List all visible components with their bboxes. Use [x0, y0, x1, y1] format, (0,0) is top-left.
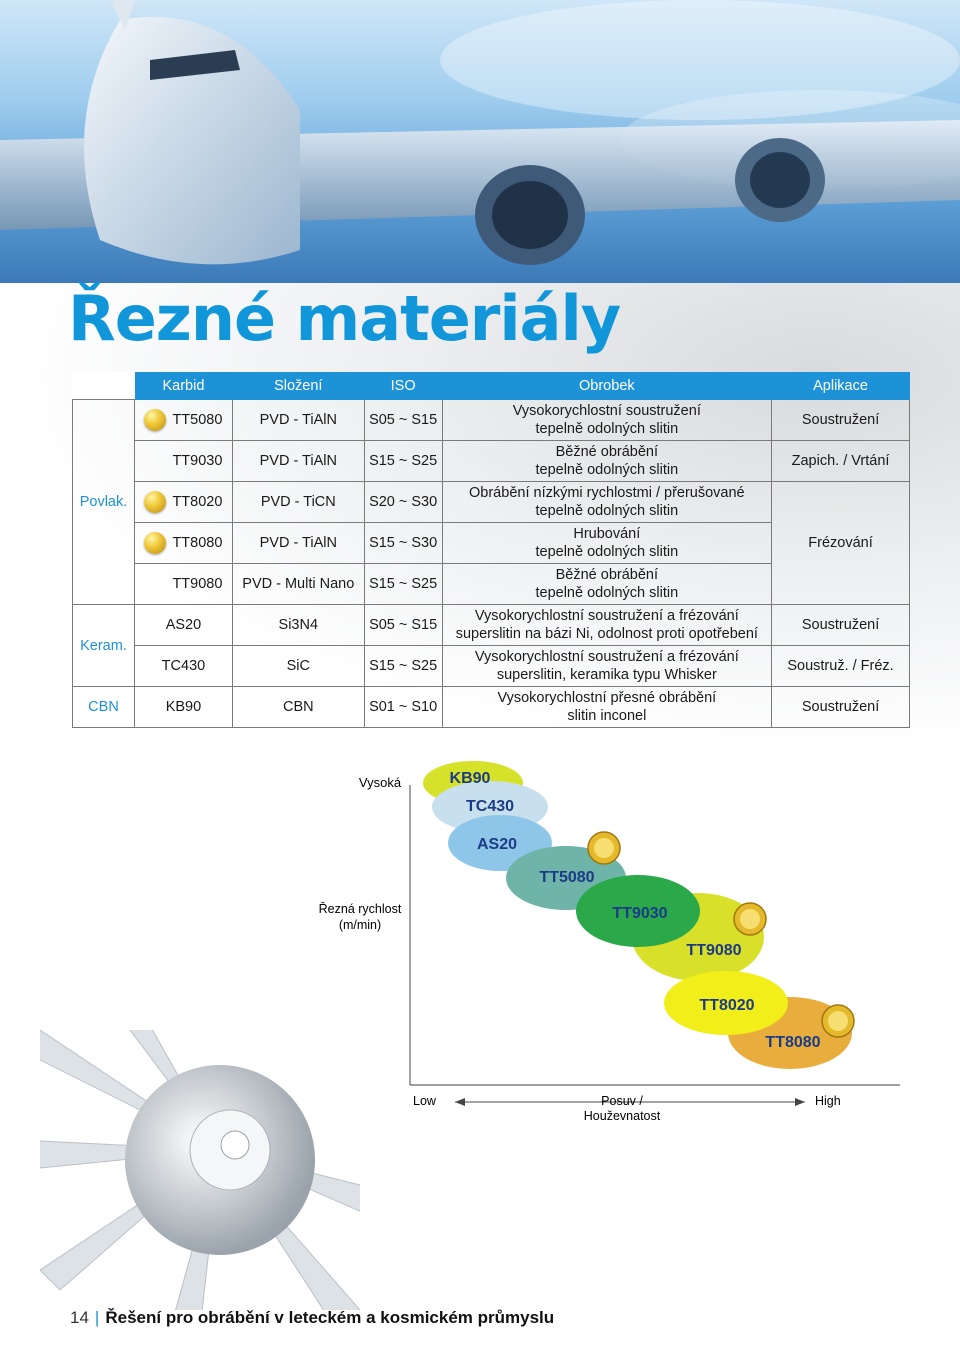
label-tt9030: TT9030 — [612, 905, 668, 922]
table-row — [73, 687, 910, 728]
application-cell: Soustružení — [772, 605, 910, 646]
x-label-mid-1: Posuv / — [601, 1094, 643, 1108]
grade-positioning-chart — [0, 745, 960, 1145]
workpiece-line-1: Vysokorychlostní soustružení — [512, 403, 701, 419]
grade-cell: KB90 — [134, 687, 232, 728]
group-povlak: Povlak. — [73, 400, 135, 605]
workpiece-line-2: superslitin, keramika typu Whisker — [496, 667, 717, 683]
workpiece-line-2: superslitin na bázi Ni, odolnost proti opotřebení — [455, 626, 758, 642]
composition-cell: PVD - TiCN — [232, 482, 364, 523]
label-tc430: TC430 — [465, 798, 515, 815]
grade-cell: AS20 — [134, 605, 232, 646]
workpiece-cell — [442, 523, 772, 564]
grade-cell — [134, 441, 232, 482]
grade-icon-placeholder — [144, 573, 166, 595]
grade-label: TT5080 — [172, 411, 223, 428]
composition-cell: PVD - Multi Nano — [232, 564, 364, 605]
table-header-row — [73, 373, 910, 400]
header-aplikace: Aplikace — [772, 373, 910, 400]
application-cell: Soustruž. / Fréz. — [772, 646, 910, 687]
iso-cell: S15 ~ S25 — [364, 441, 442, 482]
workpiece-line-1: Vysokorychlostní přesné obrábění — [497, 690, 717, 706]
y-label-line-2: (m/min) — [338, 918, 382, 932]
table-row — [73, 482, 910, 523]
premium-grade-icon — [144, 532, 166, 554]
y-label-top: Vysoká — [358, 775, 402, 790]
table-row — [73, 441, 910, 482]
application-cell: Soustružení — [772, 687, 910, 728]
workpiece-line-2: tepelně odolných slitin — [535, 544, 679, 560]
iso-cell: S20 ~ S30 — [364, 482, 442, 523]
composition-cell: SiC — [232, 646, 364, 687]
workpiece-line-2: slitin inconel — [567, 708, 647, 724]
composition-cell: PVD - TiAlN — [232, 523, 364, 564]
iso-cell: S15 ~ S25 — [364, 564, 442, 605]
composition-cell: PVD - TiAlN — [232, 400, 364, 441]
group-cbn: CBN — [73, 687, 135, 728]
table-row — [73, 646, 910, 687]
footer-separator: | — [94, 1308, 100, 1327]
workpiece-cell — [442, 482, 772, 523]
premium-grade-icon — [588, 832, 620, 864]
grade-cell — [134, 400, 232, 441]
hero-airplane-image — [0, 0, 960, 283]
grade-label: TT9030 — [172, 452, 223, 469]
group-keram: Keram. — [73, 605, 135, 687]
iso-cell: S05 ~ S15 — [364, 400, 442, 441]
grade-cell: TC430 — [134, 646, 232, 687]
header-slozeni: Složení — [232, 373, 364, 400]
premium-grade-icon — [822, 1005, 854, 1037]
iso-cell: S15 ~ S25 — [364, 646, 442, 687]
page-footer — [70, 1308, 554, 1328]
page-number: 14 — [70, 1308, 89, 1327]
workpiece-line-1: Vysokorychlostní soustružení a frézování — [474, 649, 739, 665]
composition-cell: CBN — [232, 687, 364, 728]
workpiece-line-2: tepelně odolných slitin — [535, 421, 679, 437]
workpiece-line-2: tepelně odolných slitin — [535, 503, 679, 519]
iso-cell: S01 ~ S10 — [364, 687, 442, 728]
label-tt8020: TT8020 — [699, 997, 755, 1014]
header-obrobek: Obrobek — [442, 373, 772, 400]
workpiece-line-1: Běžné obrábění — [555, 567, 659, 583]
y-label-line-1: Řezná rychlost — [318, 902, 402, 916]
label-tt9080: TT9080 — [686, 942, 742, 959]
arrow-right-icon — [795, 1098, 805, 1106]
workpiece-cell — [442, 441, 772, 482]
x-label-high: High — [815, 1094, 841, 1108]
grade-icon-placeholder — [144, 450, 166, 472]
workpiece-line-1: Běžné obrábění — [555, 444, 659, 460]
application-cell: Zapich. / Vrtání — [772, 441, 910, 482]
workpiece-cell — [442, 400, 772, 441]
application-cell: Frézování — [772, 482, 910, 605]
composition-cell: Si3N4 — [232, 605, 364, 646]
label-tt5080: TT5080 — [539, 869, 595, 886]
grade-label: TT8020 — [172, 493, 223, 510]
premium-grade-icon — [734, 903, 766, 935]
page-title: Řezné materiály — [68, 282, 621, 355]
workpiece-cell — [442, 687, 772, 728]
workpiece-line-1: Hrubování — [573, 526, 641, 542]
header-iso: ISO — [364, 373, 442, 400]
airplane-illustration — [0, 0, 960, 283]
grade-cell — [134, 482, 232, 523]
premium-grade-icon — [144, 491, 166, 513]
workpiece-line-2: tepelně odolných slitin — [535, 585, 679, 601]
premium-grade-icon — [144, 409, 166, 431]
label-as20: AS20 — [476, 836, 518, 853]
arrow-left-icon — [455, 1098, 465, 1106]
table-corner — [73, 373, 135, 400]
label-tt8080: TT8080 — [765, 1034, 821, 1051]
x-label-low: Low — [413, 1094, 436, 1108]
workpiece-line-2: tepelně odolných slitin — [535, 462, 679, 478]
grade-label: TT9080 — [172, 575, 223, 592]
workpiece-line-1: Obrábění nízkými rychlostmi / přerušované — [469, 485, 745, 501]
grade-cell — [134, 523, 232, 564]
application-cell: Soustružení — [772, 400, 910, 441]
footer-title: Řešení pro obrábění v leteckém a kosmickém průmyslu — [105, 1308, 555, 1327]
materials-table — [72, 372, 910, 728]
iso-cell: S05 ~ S15 — [364, 605, 442, 646]
grade-cell — [134, 564, 232, 605]
workpiece-cell — [442, 605, 772, 646]
x-label-mid-2: Houževnatost — [583, 1109, 661, 1123]
table-row — [73, 400, 910, 441]
composition-cell: PVD - TiAlN — [232, 441, 364, 482]
label-kb90: KB90 — [449, 770, 491, 787]
workpiece-cell — [442, 564, 772, 605]
header-karbid: Karbid — [134, 373, 232, 400]
workpiece-cell — [442, 646, 772, 687]
iso-cell: S15 ~ S30 — [364, 523, 442, 564]
workpiece-line-1: Vysokorychlostní soustružení a frézování — [474, 608, 739, 624]
table-row — [73, 605, 910, 646]
grade-label: TT8080 — [172, 534, 223, 551]
